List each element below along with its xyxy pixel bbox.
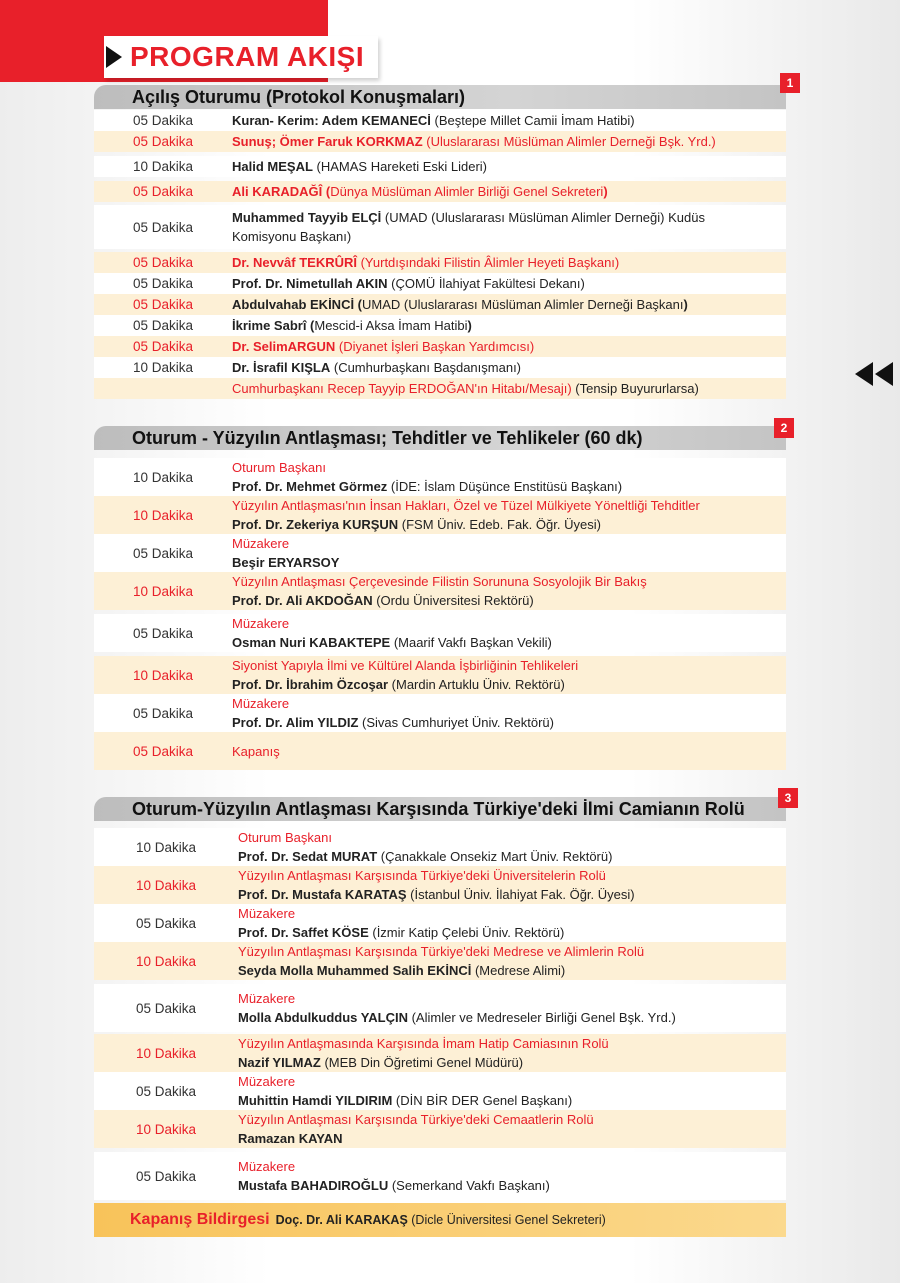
program-row <box>94 294 786 315</box>
duration-label: 05 Dakika <box>132 297 194 312</box>
program-item-line <box>238 1129 786 1148</box>
row-text-part: Yüzyılın Antlaşmasında Karşısında İmam Hatip Camiasının Rolü <box>238 1036 609 1051</box>
program-item-text <box>232 614 786 652</box>
program-row <box>94 458 786 496</box>
program-item-text <box>232 208 786 246</box>
section-2-badge: 2 <box>774 418 794 438</box>
row-text-part: (Yurtdışındaki Filistin Âlimler Heyeti Başkanı) <box>356 255 620 270</box>
program-row <box>94 131 786 152</box>
row-text-part: (Çanakkale Onsekiz Mart Üniv. Rektörü) <box>377 849 613 864</box>
program-item-text <box>232 572 786 610</box>
program-item-text <box>238 866 786 904</box>
row-text-part: (Beştepe Millet Camii İmam Hatibi) <box>430 113 635 128</box>
row-text-part: Prof. Dr. Mustafa KARATAŞ <box>238 887 407 902</box>
program-row <box>94 1110 786 1148</box>
duration-label: 10 Dakika <box>135 877 197 893</box>
row-text-part: Nazif YILMAZ <box>238 1055 321 1070</box>
program-row <box>94 252 786 273</box>
row-text-part: Cumhurbaşkanı Recep Tayyip ERDOĞAN'ın Hitabı/Mesajı) <box>232 381 572 396</box>
program-item-line <box>238 1176 786 1195</box>
duration-label: 05 Dakika <box>132 318 194 333</box>
row-text-part: Müzakere <box>232 536 290 551</box>
row-text-part: (Medrese Alimi) <box>471 963 566 978</box>
program-item-text <box>232 337 786 356</box>
program-item-line <box>238 847 786 866</box>
row-text-part: (İzmir Katip Çelebi Üniv. Rektörü) <box>368 925 565 940</box>
program-row <box>94 656 786 694</box>
program-row <box>94 732 786 770</box>
program-row <box>94 866 786 904</box>
program-row <box>94 336 786 357</box>
row-text-part: Beşir ERYARSOY <box>232 555 340 570</box>
row-text-part: Kapanış <box>232 743 280 759</box>
row-text-part: Oturum Başkanı <box>238 830 332 845</box>
row-text-part: (FSM Üniv. Edeb. Fak. Öğr. Üyesi) <box>398 517 601 532</box>
program-item-text <box>232 274 786 293</box>
program-item-line <box>238 1034 786 1053</box>
duration-label: 05 Dakika <box>132 743 194 759</box>
program-item-line <box>232 477 786 496</box>
row-text-part: (Diyanet İşleri Başkan Yardımcısı) <box>335 339 535 354</box>
program-item-text <box>238 989 786 1027</box>
row-text-part: Prof. Dr. Ali AKDOĞAN <box>232 593 373 608</box>
row-text-part: İkrime Sabrî ( <box>232 318 315 333</box>
row-text-part: ) <box>683 297 688 312</box>
row-text-part: (DİN BİR DER Genel Başkanı) <box>392 1093 573 1108</box>
row-text-part: Müzakere <box>232 616 290 631</box>
program-item-line <box>238 942 786 961</box>
row-text-part: UMAD (Uluslararası Müslüman Alimler Derneği Başkanı <box>362 297 684 312</box>
program-item-line <box>232 614 786 633</box>
program-row <box>94 904 786 942</box>
row-text-part: Dr. İsrafil KIŞLA <box>232 360 331 375</box>
row-text-part: Molla Abdulkuddus YALÇIN <box>238 1010 408 1025</box>
row-text-part: (Tensip Buyururlarsa) <box>571 381 699 396</box>
duration-label: 05 Dakika <box>135 1083 197 1099</box>
row-text-part: (UMAD (Uluslararası Müslüman Alimler Derneği) Kudüs <box>381 210 705 225</box>
duration-label: 05 Dakika <box>132 219 194 235</box>
closing-title: Kapanış Bildirgesi <box>130 1211 270 1228</box>
program-item-text <box>232 253 786 272</box>
duration-label: 10 Dakika <box>132 469 194 485</box>
duration-label: 05 Dakika <box>135 1168 197 1184</box>
duration-label: 10 Dakika <box>135 839 197 855</box>
duration-label: 05 Dakika <box>132 255 194 270</box>
program-item-text <box>232 656 786 694</box>
row-text-part: Muhittin Hamdi YILDIRIM <box>238 1093 393 1108</box>
row-text-part: Prof. Dr. Zekeriya KURŞUN <box>232 517 399 532</box>
duration-label: 10 Dakika <box>132 159 194 174</box>
program-item-line <box>232 694 786 713</box>
program-item-line <box>232 534 786 553</box>
row-text-part: Yüzyılın Antlaşması Karşısında Türkiye'deki Üniversitelerin Rolü <box>238 868 606 883</box>
closing-detail: (Dicle Üniversitesi Genel Sekreteri) <box>407 1213 606 1227</box>
program-item-line <box>232 633 786 652</box>
row-text-part: Müzakere <box>238 906 296 921</box>
duration-label: 05 Dakika <box>132 339 194 354</box>
closing-name: Doç. Dr. Ali KARAKAŞ <box>275 1213 408 1227</box>
row-text-part: (Semerkand Vakfı Başkanı) <box>388 1178 550 1193</box>
program-item-line <box>232 742 786 761</box>
program-item-line <box>238 1008 786 1027</box>
row-text-part: (İstanbul Üniv. İlahiyat Fak. Öğr. Üyesi) <box>406 887 635 902</box>
row-text-part: Dr. Nevvâf TEKRÛRÎ <box>232 255 357 270</box>
program-item-text <box>238 904 786 942</box>
row-text-part: (MEB Din Öğretimi Genel Müdürü) <box>320 1055 524 1070</box>
play-arrow-icon <box>106 46 122 68</box>
program-item-text <box>238 1157 786 1195</box>
program-item-line <box>238 961 786 980</box>
program-item-text <box>238 1072 786 1110</box>
section-1-badge: 1 <box>780 73 800 93</box>
section-2-header <box>94 426 786 450</box>
program-row <box>94 984 786 1032</box>
program-row <box>94 357 786 378</box>
title-banner <box>104 36 378 78</box>
program-item-text <box>232 458 786 496</box>
program-row <box>94 315 786 336</box>
row-text-part: (Alimler ve Medreseler Birliği Genel Bşk. Yrd.) <box>407 1010 676 1025</box>
program-item-text <box>232 358 786 377</box>
program-item-line <box>232 227 786 246</box>
row-text-part: (Uluslararası Müslüman Alimler Derneği Bşk. Yrd.) <box>422 134 716 149</box>
program-row <box>94 378 786 399</box>
program-item-line <box>232 675 786 694</box>
program-row <box>94 496 786 534</box>
row-text-part: Müzakere <box>232 696 290 711</box>
row-text-part: Halid MEŞAL <box>232 159 313 174</box>
program-row <box>94 1072 786 1110</box>
duration-label: 10 Dakika <box>132 360 194 375</box>
row-text-part: (HAMAS Hareketi Eski Lideri) <box>312 159 488 174</box>
program-item-text <box>232 694 786 732</box>
row-text-part: Mustafa BAHADIROĞLU <box>238 1178 389 1193</box>
program-item-text <box>238 1034 786 1072</box>
program-item-text <box>238 1110 786 1148</box>
program-item-line <box>232 656 786 675</box>
row-text-part: Prof. Dr. Saffet KÖSE <box>238 925 369 940</box>
duration-label: 05 Dakika <box>132 134 194 149</box>
program-row <box>94 1034 786 1072</box>
program-row <box>94 942 786 980</box>
program-item-text <box>238 828 786 866</box>
program-item-line <box>232 572 786 591</box>
row-text-part: Müzakere <box>238 1074 296 1089</box>
row-text-part: Müzakere <box>238 991 296 1006</box>
row-text-part: Prof. Dr. Sedat MURAT <box>238 849 378 864</box>
program-item-text <box>232 111 786 130</box>
section-3-title: Oturum-Yüzyılın Antlaşması Karşısında Türkiye'deki İlmi Camianın Rolü <box>132 799 745 819</box>
row-text-part: ) <box>603 184 608 199</box>
program-item-line <box>232 208 786 227</box>
duration-label: 10 Dakika <box>135 953 197 969</box>
row-text-part: Kuran- Kerim: Adem KEMANECİ <box>232 113 431 128</box>
program-row <box>94 694 786 732</box>
program-row <box>94 1152 786 1200</box>
row-text-part: Oturum Başkanı <box>232 460 326 475</box>
duration-label: 10 Dakika <box>132 507 194 523</box>
program-item-line <box>238 1091 786 1110</box>
row-text-part: Yüzyılın Antlaşması Çerçevesinde Filistin Sorununa Sosyolojik Bir Bakış <box>232 574 647 589</box>
row-text-part: Muhammed Tayyib ELÇİ <box>232 210 382 225</box>
row-text-part: (Sivas Cumhuriyet Üniv. Rektörü) <box>358 715 554 730</box>
program-item-text <box>232 534 786 572</box>
duration-label: 10 Dakika <box>132 667 194 683</box>
program-row <box>94 614 786 652</box>
program-item-line <box>238 1053 786 1072</box>
row-text-part: Sunuş; Ömer Faruk KORKMAZ <box>232 134 423 149</box>
row-text-part: Yüzyılın Antlaşması'nın İnsan Hakları, Özel ve Tüzel Mülkiyete Yöneltliği Tehditler <box>232 498 700 513</box>
program-row <box>94 828 786 866</box>
row-text-part: Dr. SelimARGUN <box>232 339 336 354</box>
row-text-part: Mescid-i Aksa İmam Hatibi <box>314 318 468 333</box>
program-item-line <box>238 904 786 923</box>
section-2-title: Oturum - Yüzyılın Antlaşması; Tehditler ve Tehlikeler (60 dk) <box>132 428 643 448</box>
row-text-part: Seyda Molla Muhammed Salih EKİNCİ <box>238 963 472 978</box>
row-text-part: Abdulvahab EKİNCİ ( <box>232 297 363 312</box>
row-text-part: Yüzyılın Antlaşması Karşısında Türkiye'deki Medrese ve Alimlerin Rolü <box>238 944 645 959</box>
section-1-header <box>94 85 786 109</box>
duration-label: 05 Dakika <box>132 276 194 291</box>
row-text-part: Dünya Müslüman Alimler Birliği Genel Sekreteri <box>330 184 604 199</box>
program-item-text <box>232 316 786 335</box>
duration-label: 05 Dakika <box>132 545 194 561</box>
program-item-line <box>232 591 786 610</box>
row-text-part: Ali KARADAĞÎ ( <box>232 184 331 199</box>
row-text-part: (Cumhurbaşkanı Başdanışmanı) <box>330 360 522 375</box>
program-item-text <box>232 157 786 176</box>
program-item-line <box>232 713 786 732</box>
closing-declaration <box>94 1203 786 1237</box>
program-item-line <box>232 458 786 477</box>
duration-label: 10 Dakika <box>135 1045 197 1061</box>
duration-label: 05 Dakika <box>132 184 194 199</box>
rewind-arrows-icon <box>855 362 900 386</box>
row-text-part: Prof. Dr. Mehmet Görmez <box>232 479 388 494</box>
duration-label: 05 Dakika <box>132 113 194 128</box>
row-text-part: (Maarif Vakfı Başkan Vekili) <box>390 635 552 650</box>
program-row <box>94 534 786 572</box>
row-text-part: Komisyonu Başkanı) <box>232 229 352 244</box>
row-text-part: Ramazan KAYAN <box>238 1131 343 1146</box>
row-text-part: Osman Nuri KABAKTEPE <box>232 635 391 650</box>
program-item-text <box>232 496 786 534</box>
program-item-text <box>232 379 786 398</box>
program-row <box>94 110 786 131</box>
page-title: PROGRAM AKIŞI <box>130 41 365 72</box>
row-text-part: Prof. Dr. Nimetullah AKIN <box>232 276 388 291</box>
section-3-badge: 3 <box>778 788 798 808</box>
program-item-text <box>232 182 786 201</box>
program-item-line <box>238 1157 786 1176</box>
duration-label: 10 Dakika <box>132 583 194 599</box>
program-item-text <box>238 942 786 980</box>
section-1-title: Açılış Oturumu (Protokol Konuşmaları) <box>132 87 466 107</box>
row-text-part: ) <box>467 318 472 333</box>
row-text-part: Müzakere <box>238 1159 296 1174</box>
program-item-line <box>238 1072 786 1091</box>
program-item-text <box>232 742 786 761</box>
program-row <box>94 156 786 177</box>
row-text-part: Prof. Dr. Alim YILDIZ <box>232 715 359 730</box>
row-text-part: (ÇOMÜ İlahiyat Fakültesi Dekanı) <box>387 276 585 291</box>
program-row <box>94 572 786 610</box>
duration-label: 05 Dakika <box>132 625 194 641</box>
program-item-line <box>238 923 786 942</box>
program-item-line <box>238 885 786 904</box>
program-item-line <box>238 1110 786 1129</box>
program-row <box>94 205 786 249</box>
duration-label: 05 Dakika <box>132 705 194 721</box>
row-text-part: Siyonist Yapıyla İlmi ve Kültürel Alanda İşbirliğinin Tehlikeleri <box>232 658 579 673</box>
program-item-line <box>238 989 786 1008</box>
program-row <box>94 273 786 294</box>
program-item-line <box>238 828 786 847</box>
section-3-header <box>94 797 786 821</box>
row-text-part: Yüzyılın Antlaşması Karşısında Türkiye'deki Cemaatlerin Rolü <box>238 1112 594 1127</box>
program-item-line <box>238 866 786 885</box>
program-item-text <box>232 295 786 314</box>
program-row <box>94 181 786 202</box>
row-text-part: (İDE: İslam Düşünce Enstitüsü Başkanı) <box>387 479 623 494</box>
row-text-part: (Mardin Artuklu Üniv. Rektörü) <box>388 677 565 692</box>
row-text-part: Prof. Dr. İbrahim Özcoşar <box>232 677 389 692</box>
duration-label: 05 Dakika <box>135 915 197 931</box>
program-item-text <box>232 132 786 151</box>
program-item-line <box>232 496 786 515</box>
program-item-line <box>232 553 786 572</box>
row-text-part: (Ordu Üniversitesi Rektörü) <box>372 593 534 608</box>
duration-label: 05 Dakika <box>135 1000 197 1016</box>
duration-label: 10 Dakika <box>135 1121 197 1137</box>
program-item-line <box>232 515 786 534</box>
